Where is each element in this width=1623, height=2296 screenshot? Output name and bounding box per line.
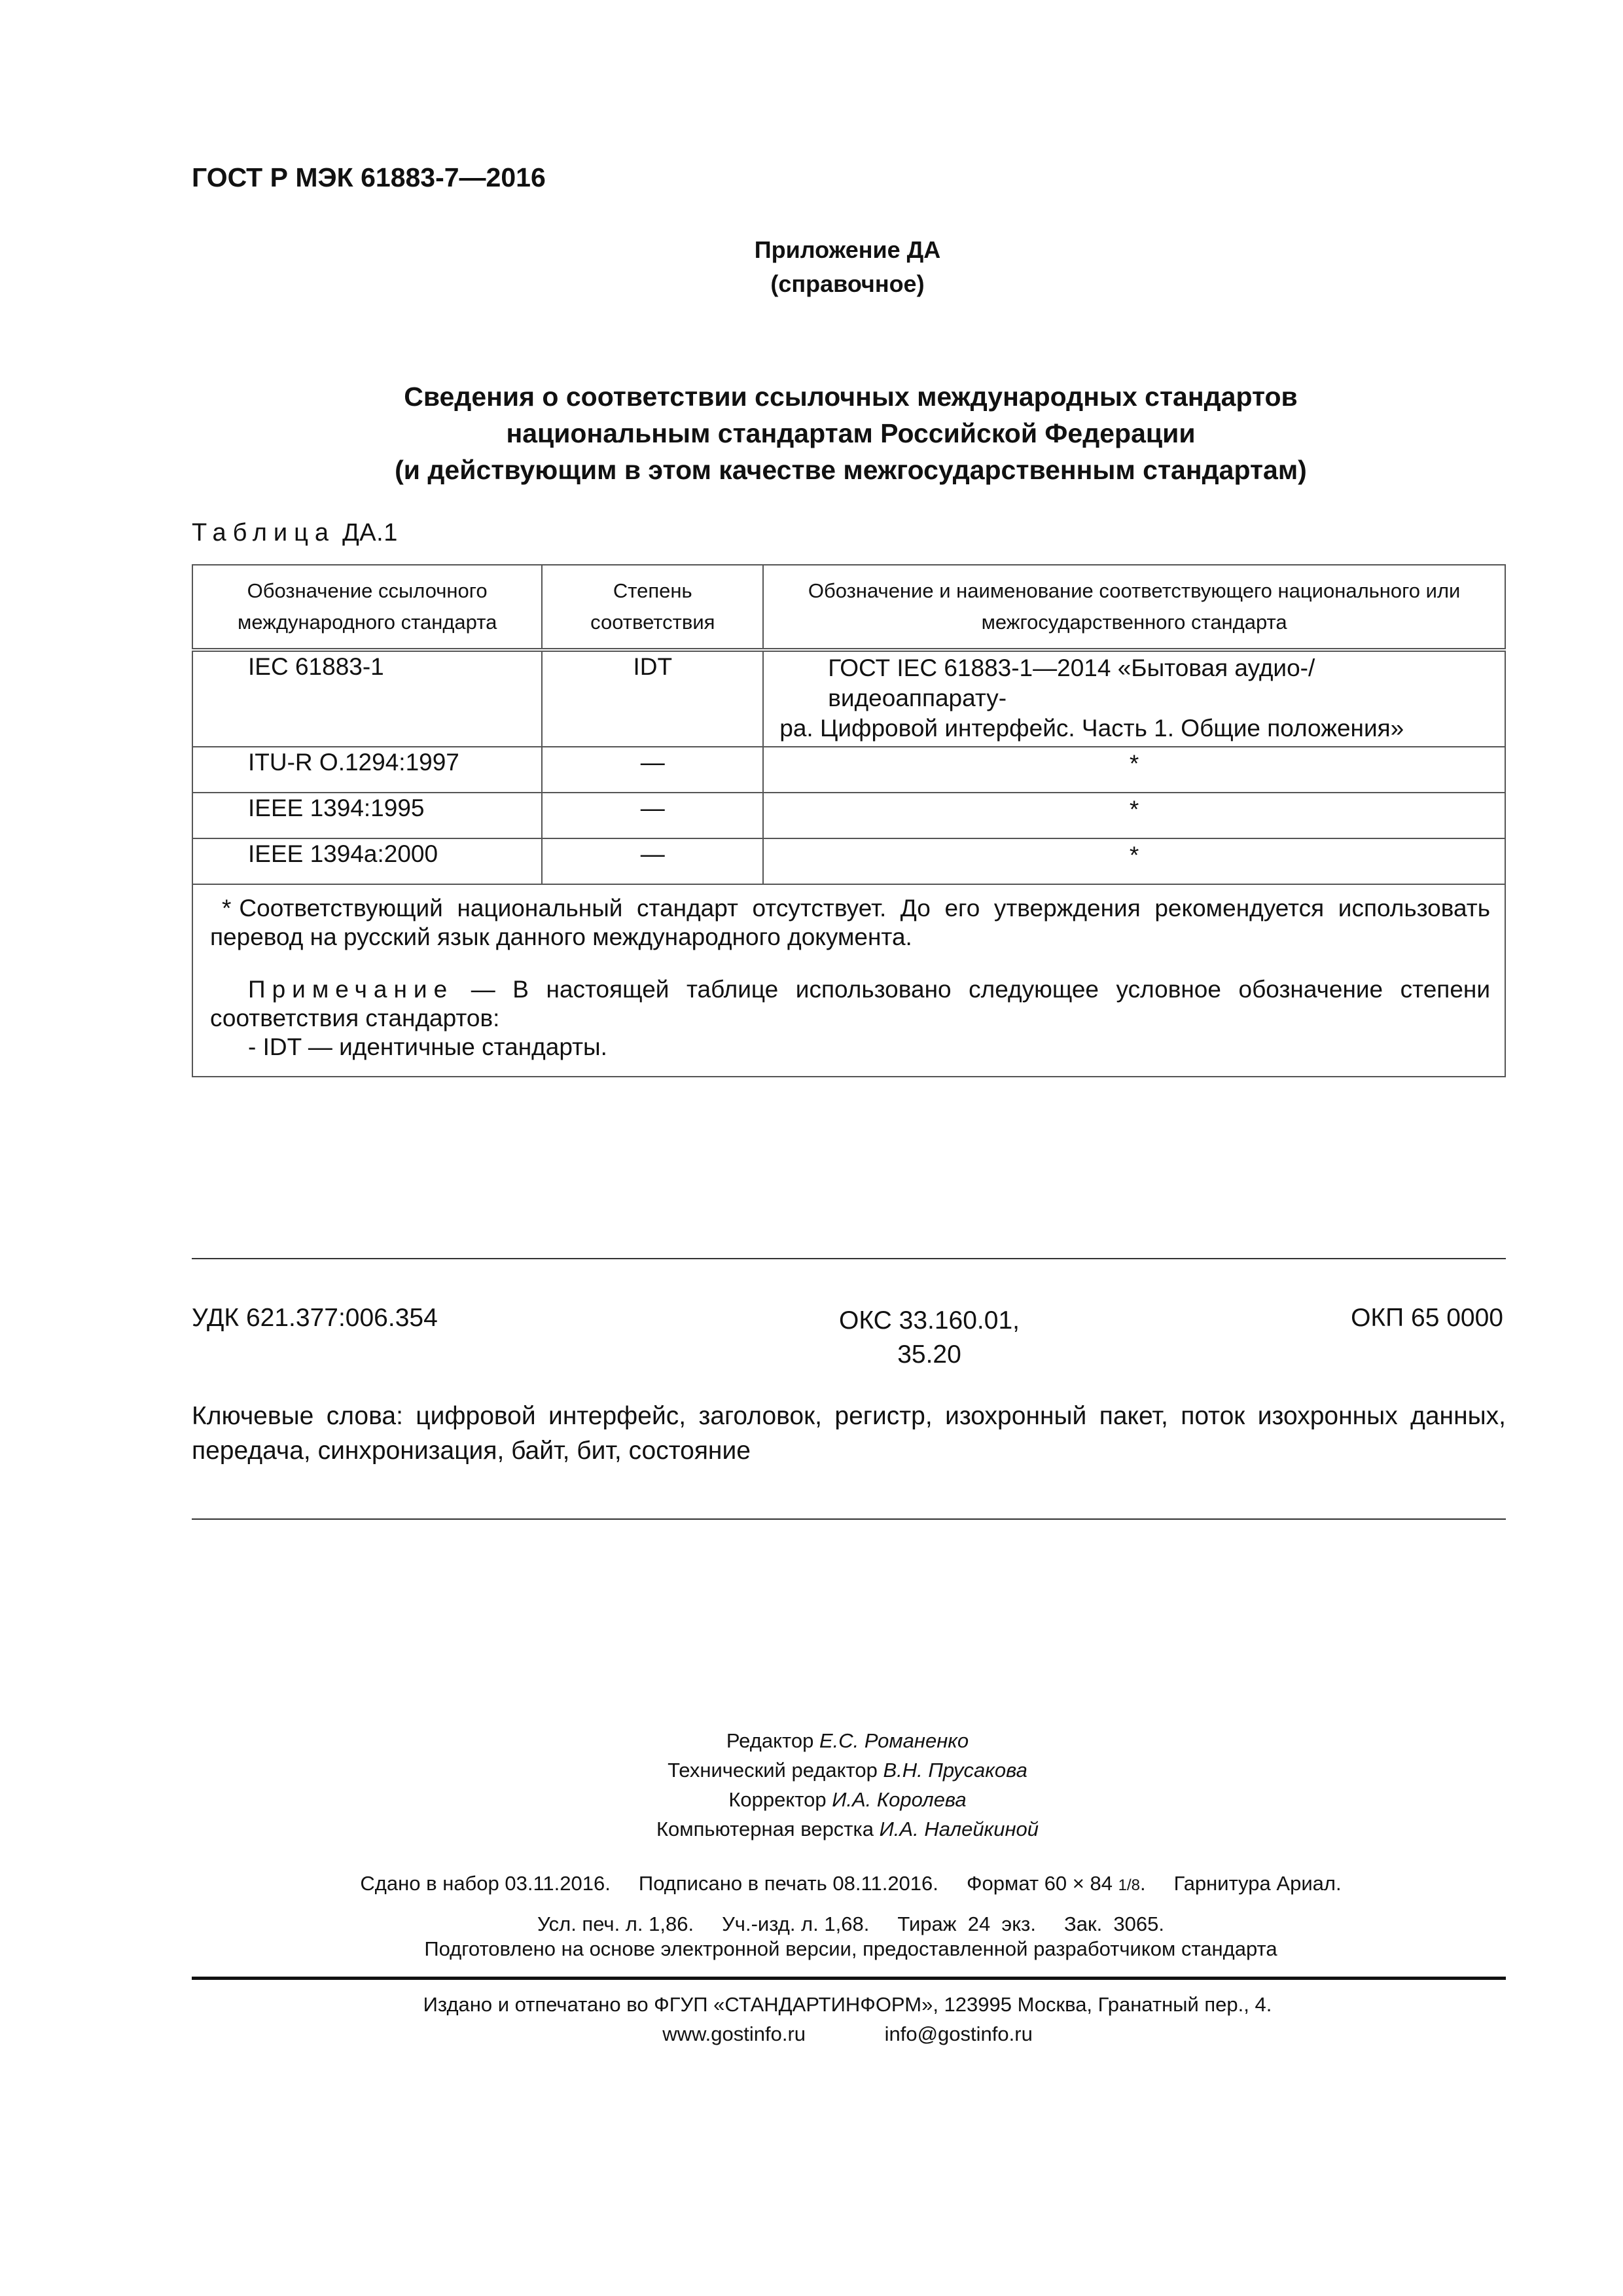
credit-corrector [0,1785,1623,1814]
print-info-line-1 [0,1872,1623,1895]
print-info-text: Сдано в набор 03.11.2016. Подписано в печать 08.11.2016. Формат 60 × 84 [360,1872,1118,1895]
oks-line-1: ОКС 33.160.01, [839,1306,1020,1335]
cell-reference-standard: IEC 61883-1 [192,650,542,747]
cell-degree: IDT [542,650,763,747]
publisher-contacts [0,2022,1623,2046]
credit-name: И.А. Налейкиной [879,1818,1039,1840]
reference-standards-table [192,564,1506,1077]
table-label [192,519,398,547]
table-row [192,650,1505,747]
table-header-row [192,565,1505,650]
print-info-line-2: Усл. печ. л. 1,86. Уч.-изд. л. 1,68. Тираж 24 экз. Зак. 3065. [537,1912,1164,1935]
header-cell-text: Обозначение ссылочного [247,579,488,602]
header-cell-text: Степень [613,579,692,602]
cell-national-standard [763,650,1505,747]
header-cell-text: соответствия [590,611,715,634]
cell-degree: — [542,793,763,838]
table-footnote [210,894,1490,952]
keywords: Ключевые слова: цифровой интерфейс, заголовок, регистр, изохронный пакет, поток изохронных данных, передача, синхронизация, байт, бит, состояние [192,1402,1506,1465]
table-notes-cell [192,884,1505,1077]
oks-code [831,1304,1027,1372]
footnote-mark: * [222,895,232,922]
credit-name: Е.С. Романенко [819,1729,969,1752]
cell-reference-standard: IEEE 1394:1995 [192,793,542,838]
appendix-subtitle: (справочное) [770,270,925,297]
note-list-item: - IDT — идентичные стандарты. [248,1033,607,1060]
header-national-standard [763,565,1505,650]
cell-national-standard: * [763,838,1505,884]
credit-name: И.А. Королева [832,1788,967,1811]
footnote-text: Соответствующий национальный стандарт отсутствует. До его утверждения рекомендуется использовать перевод на русский язык данного международного документа. [210,895,1490,950]
credit-label: Технический редактор [668,1759,878,1782]
appendix-title: Приложение ДА [754,236,941,263]
cell-degree: — [542,838,763,884]
cell-reference-standard: ITU-R O.1294:1997 [192,747,542,793]
note-text: — В настоящей таблице использовано следующее условное обозначение степени соответствия стандартов: [210,976,1491,1031]
table-row [192,747,1505,793]
print-info-line-3: Подготовлено на основе электронной версии, предоставленной разработчиком стандарта [424,1937,1277,1960]
appendix-heading [0,233,1623,301]
print-info-text: . Гарнитура Ариал. [1139,1872,1342,1895]
credits-block [0,1726,1623,1844]
section-title [0,378,1623,488]
credit-layout [0,1814,1623,1844]
credit-label: Компьютерная верстка [656,1818,874,1840]
header-degree [542,565,763,650]
header-cell-text: международного стандарта [238,611,497,634]
note-label: Примечание [248,976,454,1003]
national-standard-line-1: ГОСТ IEC 61883-1—2014 «Бытовая аудио-/видеоаппарату- [828,655,1315,711]
header-cell-text: межгосударственного стандарта [981,611,1287,634]
cell-degree: — [542,747,763,793]
national-standard-line-2: ра. Цифровой интерфейс. Часть 1. Общие положения» [779,715,1404,742]
table-row [192,838,1505,884]
header-cell-text: Обозначение и наименование соответствующего национального или [808,579,1461,602]
credit-editor [0,1726,1623,1755]
cell-national-standard: * [763,747,1505,793]
table-note [210,975,1490,1033]
udk-code: УДК 621.377:006.354 [192,1304,438,1332]
document-code: ГОСТ Р МЭК 61883-7—2016 [192,162,546,192]
format-fraction: 1/8 [1118,1876,1140,1894]
credit-name: В.Н. Прусакова [883,1759,1027,1782]
oks-line-2: 35.20 [897,1340,961,1369]
table-label-number: ДА.1 [342,519,398,547]
header-reference-standard [192,565,542,650]
title-line-3: (и действующим в этом качестве межгосударственным стандартам) [395,455,1307,485]
divider-top [192,1258,1506,1259]
table-row [192,793,1505,838]
website-link[interactable]: www.gostinfo.ru [662,2022,806,2045]
email-link[interactable]: info@gostinfo.ru [884,2022,1033,2045]
credit-tech-editor [0,1755,1623,1785]
table-label-word: Таблица [192,519,335,547]
cell-national-standard: * [763,793,1505,838]
title-line-2: национальным стандартам Российской Федерации [506,418,1196,448]
publisher-line: Издано и отпечатано во ФГУП «СТАНДАРТИНФОРМ», 123995 Москва, Гранатный пер., 4. [423,1993,1272,2016]
okp-code: ОКП 65 0000 [1351,1304,1503,1332]
credit-label: Редактор [726,1729,814,1752]
credit-label: Корректор [728,1788,827,1811]
title-line-1: Сведения о соответствии ссылочных международных стандартов [404,382,1298,412]
table-notes-row [192,884,1505,1077]
publisher-divider [192,1977,1506,1980]
cell-reference-standard: IEEE 1394a:2000 [192,838,542,884]
divider-bottom [192,1518,1506,1520]
